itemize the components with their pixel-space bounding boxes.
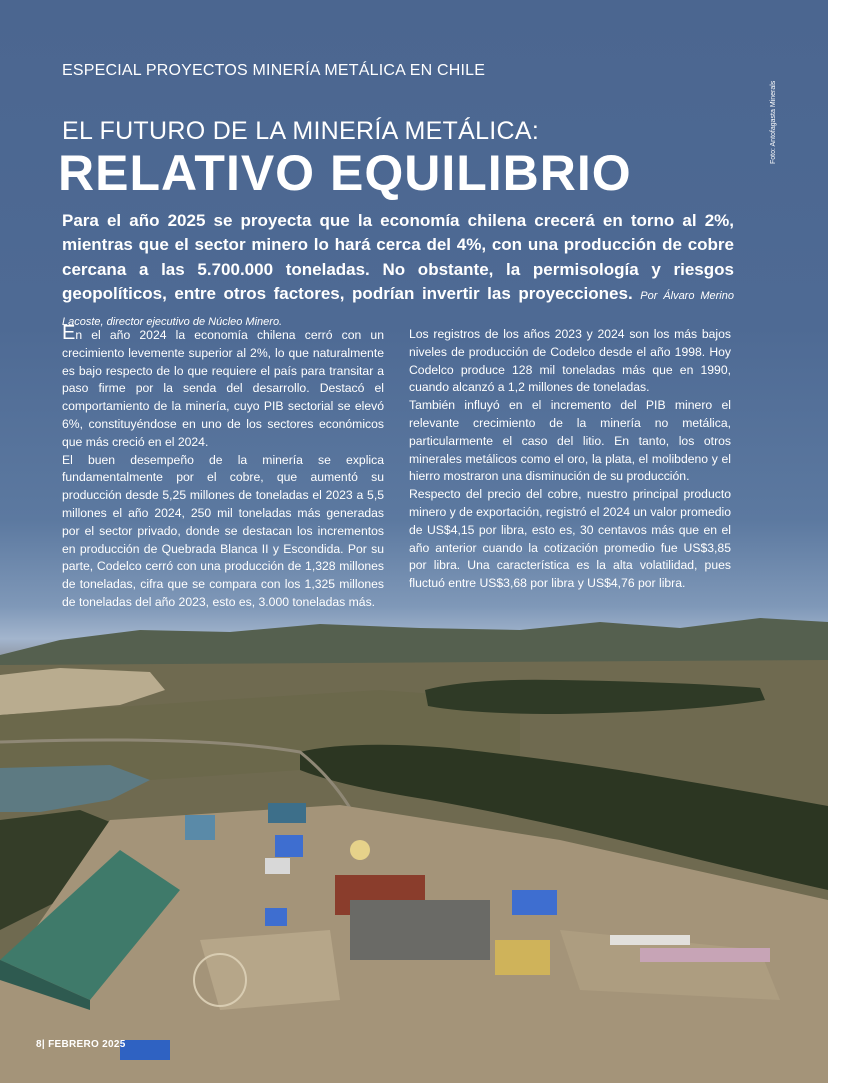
blue-shed xyxy=(275,835,303,857)
storage-tank xyxy=(350,840,370,860)
article-column-2 xyxy=(409,326,731,593)
article-column-1 xyxy=(62,322,384,612)
tank-building xyxy=(495,940,550,975)
grey-shed xyxy=(185,815,215,840)
white-buildings xyxy=(610,935,690,945)
body-paragraph xyxy=(62,322,384,452)
body-paragraph: Respecto del precio del cobre, nuestro principal producto minero y de exportación, registró el 2024 un valor promedio de US$4,15 por libra, esto es, 30 centavos más que en el año anterior cuando la cotización promedio fue US$3,85 por libra. Una característica es la alta volatilidad, pues fluctuó entre US$3,68 por libra y US$4,76 por libra. xyxy=(409,487,731,591)
body-paragraph: Los registros de los años 2023 y 2024 son los más bajos niveles de producción de Codelco desde el año 1998. Hoy Codelco produce 128 mil toneladas más que en 1990, cuando alcanzó a 1,2 millones de toneladas. xyxy=(409,327,731,395)
pink-buildings xyxy=(640,948,770,962)
body-paragraph: También influyó en el incremento del PIB minero el relevante crecimiento de la minería no metálica, particularmente el caso del litio. En tanto, los otros minerales metálicos como el oro, la plata, el molibdeno y el hierro mostraron una disminución de su producción. xyxy=(409,398,731,484)
paragraph-text: n el año 2024 la economía chilena cerró con un crecimiento levemente superior al 2%, lo que naturalmente es bajo respecto de lo que requiere el país para transitar a paso firme por la senda del desarrollo. Destacó el comportamiento de la minería, cuyo PIB sectorial se elevó 6%, constituyéndose en uno de los sectores económicos que más creció en el 2024. xyxy=(62,328,384,449)
blue-containers xyxy=(120,1040,170,1060)
page-margin xyxy=(828,0,850,1083)
blue-shed xyxy=(512,890,557,915)
body-paragraph: El buen desempeño de la minería se explica fundamentalmente por el cobre, que aumentó su producción desde 5,25 millones de toneladas el 2023 a 5,5 millones el año 2024, 250 mil toneladas más generadas por el sector privado, donde se destacan los incrementos en producción de Quebrada Blanca II y Escondida. Por su parte, Codelco cerró con una producción de 1,328 millones de toneladas, cifra que se compara con los 1,325 millones de toneladas del año 2023, esto es, 3.000 toneladas más. xyxy=(62,452,384,609)
photo-credit xyxy=(756,72,777,164)
section-label: ESPECIAL PROYECTOS MINERÍA METÁLICA EN CHILE xyxy=(62,62,486,79)
plant-structure xyxy=(350,900,490,960)
photo-credit-text: Foto: Antofagasta Minerals xyxy=(770,80,777,164)
dirt-pads xyxy=(200,930,340,1010)
issue-date: FEBRERO 2025 xyxy=(48,1039,126,1050)
page-footer: 8| FEBRERO 2025 xyxy=(36,1039,126,1050)
page-number: 8 xyxy=(36,1039,42,1050)
drop-cap: E xyxy=(62,322,76,344)
white-shed xyxy=(265,858,290,874)
supertitle: EL FUTURO DE LA MINERÍA METÁLICA: xyxy=(62,117,540,145)
byline: Por Álvaro Merino Lacoste, director ejecutivo de Núcleo Minero. xyxy=(62,289,734,329)
blue-shed xyxy=(265,908,287,926)
lede-paragraph xyxy=(62,209,734,334)
lede-text: Para el año 2025 se proyecta que la economía chilena crecerá en torno al 2%, mientras que el sector minero lo hará cerca del 4%, con una producción de cobre cercana a las 5.700.000 toneladas. No obstante, la permisología y riesgos geopolíticos, entre otros factores, podrían invertir las proyecciones. xyxy=(62,211,734,303)
water-pond xyxy=(268,803,306,823)
page-title: RELATIVO EQUILIBRIO xyxy=(58,145,632,201)
